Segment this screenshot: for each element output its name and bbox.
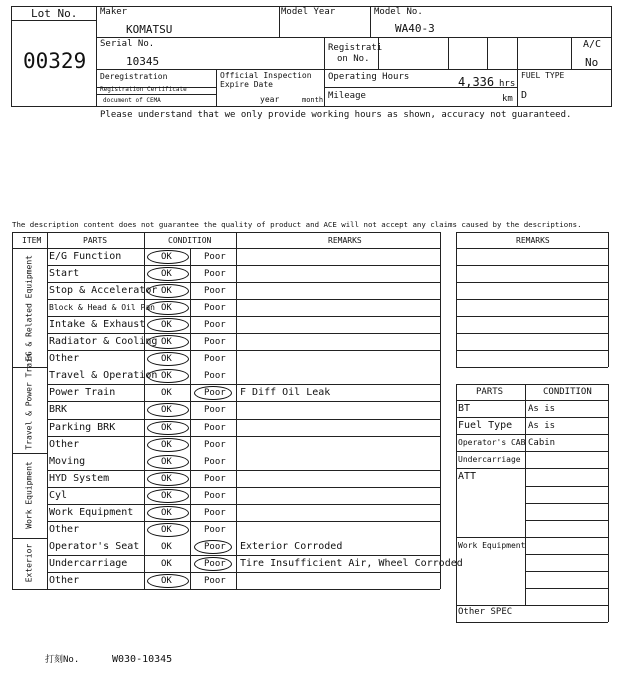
group-label: Travel & Power Train — [24, 353, 34, 450]
rule-line — [456, 248, 608, 249]
ok-option: OK — [161, 473, 172, 484]
rule-line — [525, 571, 608, 572]
rule-line — [456, 537, 525, 538]
rule-line — [456, 316, 608, 317]
poor-option: Poor — [204, 354, 226, 365]
rule-line — [12, 589, 440, 590]
rule-line — [456, 232, 608, 233]
parts-row-part: BT — [458, 403, 471, 414]
ok-circle-mark — [147, 489, 189, 503]
part-name: Power Train — [49, 387, 116, 399]
parts-row-part: Undercarriage — [458, 455, 521, 465]
group-label: Exterior — [24, 544, 34, 583]
rule-line — [12, 453, 47, 454]
disclaimer: The description content does not guarantee the quality of product and ACE will not accept any claims caused by the descriptions. — [12, 220, 582, 229]
ok-option: OK — [161, 269, 172, 280]
part-name: Stop & Accelerator — [49, 285, 158, 297]
lot-number: 00329 — [23, 49, 87, 73]
ok-option: OK — [161, 303, 172, 314]
part-name: HYD System — [49, 472, 110, 484]
poor-option: Poor — [204, 507, 226, 518]
part-name: Work Equipment — [49, 506, 134, 518]
ok-option: OK — [161, 575, 172, 586]
rule-line — [525, 520, 608, 521]
maker-label: Maker — [100, 7, 128, 17]
poor-option: Poor — [204, 439, 226, 450]
month-label: month — [302, 96, 324, 104]
remark-text: Exterior Corroded — [240, 540, 343, 552]
ok-circle-mark — [147, 472, 189, 486]
ok-option: OK — [161, 490, 172, 501]
table-row — [47, 265, 440, 282]
poor-option: Poor — [204, 524, 226, 535]
serial-label: Serial No. — [100, 39, 155, 49]
rule-line — [608, 384, 609, 622]
ok-circle-mark — [147, 523, 189, 537]
lot-label: Lot No. — [31, 7, 78, 20]
mileage-label: Mileage — [328, 91, 366, 101]
serial-value: 10345 — [126, 55, 160, 68]
parts-row-condition: Cabin — [528, 438, 556, 449]
ok-option: OK — [161, 541, 172, 552]
rule-line — [456, 333, 608, 334]
rule-line — [525, 486, 608, 487]
ac-value: No — [585, 56, 599, 69]
parts-row-part: ATT — [458, 471, 477, 483]
parts-row — [456, 468, 608, 485]
part-name: BRK — [49, 404, 68, 416]
registration-label-1: Registrati — [328, 43, 383, 53]
rule-line — [456, 384, 608, 385]
poor-circle-mark — [194, 557, 232, 571]
condition-header: CONDITION — [168, 236, 212, 245]
hours-notice: Please understand that we only provide working hours as shown, accuracy not guaranteed. — [100, 110, 572, 120]
table-row — [47, 350, 440, 367]
operating-hours-value: 4,336 — [458, 75, 495, 89]
rule-line — [456, 622, 608, 623]
ok-option: OK — [161, 337, 172, 348]
other-spec-label: Other SPEC — [458, 607, 513, 617]
fuel-type-label: FUEL TYPE — [521, 71, 565, 80]
right-remarks-header: REMARKS — [516, 236, 550, 245]
ok-option: OK — [161, 558, 172, 569]
group-label: EG & Related Equipment — [24, 254, 34, 361]
rule-line — [456, 282, 608, 283]
item-header: ITEM — [22, 236, 42, 245]
rule-line — [456, 299, 608, 300]
part-name: Other — [49, 353, 80, 365]
fuel-type-value: D — [521, 90, 528, 101]
part-name: Other — [49, 574, 80, 586]
table-row — [47, 572, 440, 589]
poor-option: Poor — [204, 337, 226, 348]
group-label: Work Equipment — [24, 461, 34, 529]
inspection-label-1: Official Inspection — [220, 71, 312, 80]
rule-line — [456, 265, 608, 266]
model-no-value: WA40-3 — [395, 22, 435, 35]
part-name: Undercarriage — [49, 557, 128, 569]
rule-line — [456, 350, 608, 351]
part-name: Start — [49, 268, 80, 280]
poor-option: Poor — [204, 303, 226, 314]
model-year-label: Model Year — [281, 7, 336, 17]
poor-option: Poor — [204, 575, 226, 586]
rule-line — [525, 503, 608, 504]
parts-row-condition: As is — [528, 404, 556, 414]
rule-line — [456, 367, 608, 368]
ok-circle-mark — [147, 421, 189, 435]
poor-option: Poor — [204, 456, 226, 467]
rule-line — [525, 588, 608, 589]
rule-line — [12, 232, 13, 589]
poor-option: Poor — [204, 422, 226, 433]
parts-box-condition-header: CONDITION — [543, 387, 592, 397]
cema-label: document of CEMA — [103, 97, 161, 104]
poor-circle-mark — [194, 540, 232, 554]
parts-row-part: Fuel Type — [458, 420, 513, 432]
year-label: year — [260, 95, 280, 104]
part-name: Intake & Exhaust — [49, 319, 146, 331]
ok-circle-mark — [147, 506, 189, 520]
part-name: Block & Head & Oil Pan — [49, 303, 155, 313]
table-row — [47, 436, 440, 453]
model-no-label: Model No. — [374, 7, 423, 17]
poor-option: Poor — [204, 490, 226, 501]
rule-line — [525, 554, 608, 555]
rule-line — [12, 538, 47, 539]
ok-option: OK — [161, 371, 172, 382]
operating-hours-label: Operating Hours — [328, 72, 410, 82]
ok-circle-mark — [147, 574, 189, 588]
table-row — [47, 401, 440, 418]
ok-circle-mark — [147, 455, 189, 469]
ac-label: A/C — [583, 39, 602, 50]
poor-option: Poor — [204, 388, 226, 399]
part-name: Operator's Seat — [49, 540, 140, 552]
poor-option: Poor — [204, 286, 226, 297]
parts-box-parts-header: PARTS — [476, 387, 504, 397]
poor-option: Poor — [204, 558, 226, 569]
ok-option: OK — [161, 507, 172, 518]
km-unit: km — [502, 94, 513, 104]
stamp-label: 打刻No. — [45, 655, 80, 665]
part-name: Travel & Operation — [49, 370, 158, 382]
poor-option: Poor — [204, 541, 226, 552]
parts-header: PARTS — [83, 236, 108, 245]
ok-option: OK — [161, 422, 172, 433]
ok-circle-mark — [147, 438, 189, 452]
rule-line — [456, 605, 608, 606]
remark-text: F Diff Oil Leak — [240, 387, 331, 399]
table-row — [47, 521, 440, 538]
poor-option: Poor — [204, 252, 226, 262]
ok-circle-mark — [147, 284, 189, 298]
ok-circle-mark — [147, 267, 189, 281]
ok-option: OK — [161, 354, 172, 365]
part-name: Other — [49, 523, 80, 535]
ok-circle-mark — [147, 250, 189, 264]
table-row — [47, 487, 440, 504]
ok-option: OK — [161, 439, 172, 450]
ok-option: OK — [161, 320, 172, 331]
part-name: Radiator & Cooling — [49, 336, 158, 348]
poor-option: Poor — [204, 405, 226, 416]
part-name: E/G Function — [49, 251, 122, 262]
remarks-header: REMARKS — [328, 236, 362, 245]
ok-option: OK — [161, 388, 172, 399]
inspection-label-2: Expire Date — [220, 80, 273, 89]
part-name: Moving — [49, 455, 86, 467]
poor-option: Poor — [204, 320, 226, 331]
ok-option: OK — [161, 252, 172, 262]
poor-option: Poor — [204, 269, 226, 280]
ok-option: OK — [161, 524, 172, 535]
rule-line — [440, 232, 441, 589]
maker-value: KOMATSU — [126, 23, 173, 36]
part-name: Parking BRK — [49, 421, 116, 433]
table-row — [47, 453, 440, 470]
registration-label-2: on No. — [337, 54, 370, 64]
ok-option: OK — [161, 286, 172, 297]
rule-line — [525, 537, 608, 538]
hours-unit: hrs — [499, 79, 516, 89]
rule-line — [12, 232, 440, 233]
part-name: Cyl — [49, 489, 68, 501]
ok-option: OK — [161, 456, 172, 467]
parts-row-condition: As is — [528, 421, 556, 432]
poor-option: Poor — [204, 473, 226, 484]
deregistration-label: Deregistration — [100, 72, 168, 81]
poor-option: Poor — [204, 371, 226, 382]
part-name: Other — [49, 438, 80, 450]
stamp-number: W030-10345 — [112, 654, 173, 665]
parts-row-part: Operator's CAB — [458, 438, 526, 448]
rule-line — [608, 232, 609, 367]
ok-option: OK — [161, 405, 172, 416]
registration-certificate-label: Registration Certificate — [100, 86, 187, 93]
work-equipment-label: Work Equipment — [458, 541, 526, 550]
remark-text: Tire Insufficient Air, Wheel Corroded — [240, 557, 463, 569]
